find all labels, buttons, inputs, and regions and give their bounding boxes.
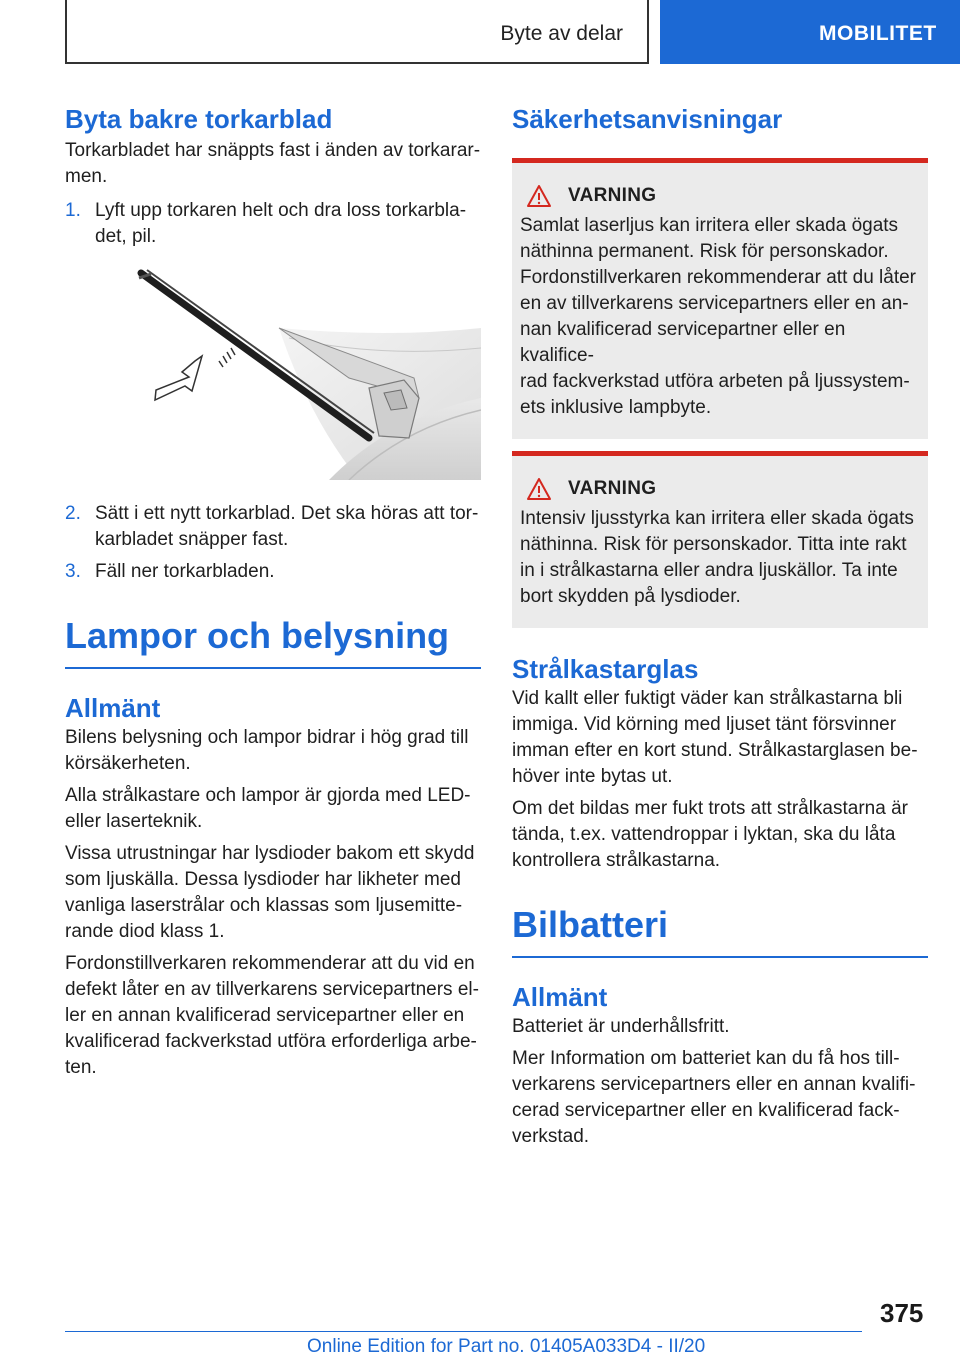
glass-heading: Strålkastarglas <box>512 654 699 684</box>
right-column <box>512 100 928 1150</box>
warning-triangle-icon <box>526 477 552 501</box>
lamps-heading: Lampor och belysning <box>65 613 481 669</box>
footer-divider <box>65 1331 862 1332</box>
text-line: ler en annan kvalificerad servicepartner eller en <box>65 1005 465 1026</box>
step-text: Sätt i ett nytt torkarblad. Det ska höras att tor- <box>95 503 479 524</box>
arrow-icon <box>155 356 202 400</box>
list-item <box>65 501 481 553</box>
text-line: in i strålkastarna eller andra ljuskällor. Ta inte <box>520 560 898 581</box>
wiper-intro-line: men. <box>65 166 108 187</box>
battery-paragraph <box>512 1014 928 1040</box>
battery-paragraph <box>512 1046 928 1150</box>
text-line: Vissa utrustningar har lysdioder bakom ett skydd <box>65 843 475 864</box>
header-section-box <box>65 0 649 64</box>
step-number: 1. <box>65 200 81 221</box>
step-text: det, pil. <box>95 226 157 247</box>
lamps-paragraph <box>65 951 481 1081</box>
text-line: verkarens servicepartners eller en annan kvalifi- <box>512 1074 916 1095</box>
warning-title: VARNING <box>568 478 657 499</box>
step-text: karbladet snäpper fast. <box>95 529 289 550</box>
wiper-steps <box>65 198 481 250</box>
text-line: Samlat laserljus kan irritera eller skada ögats <box>520 215 899 236</box>
text-line: Fordonstillverkaren rekommenderar att du låter <box>520 267 917 288</box>
warning-header <box>520 183 920 209</box>
text-line: ets inklusive lampbyte. <box>520 397 712 418</box>
text-line: immiga. Vid körning med ljuset tänt försvinner <box>512 714 897 735</box>
text-line: Fordonstillverkaren rekommenderar att du vid en <box>65 953 475 974</box>
safety-heading: Säkerhetsanvisningar <box>512 104 783 134</box>
text-line: defekt låter en av tillverkarens servicepartners el- <box>65 979 479 1000</box>
text-line: tända, t.ex. vattendroppar i lyktan, ska du låta <box>512 824 896 845</box>
lamps-paragraph <box>65 841 481 945</box>
text-line: Mer Information om batteriet kan du få hos till- <box>512 1048 900 1069</box>
text-line: rande diod klass 1. <box>65 921 225 942</box>
wiper-steps-continued <box>65 501 481 585</box>
text-line: höver inte bytas ut. <box>512 766 673 787</box>
glass-paragraph <box>512 796 928 874</box>
page-number: 375 <box>880 1298 924 1328</box>
list-item <box>65 198 481 250</box>
step-text: Fäll ner torkarbladen. <box>95 561 275 582</box>
wiper-illustration <box>129 268 481 480</box>
text-line: rad fackverkstad utföra arbeten på ljussystem- <box>520 371 910 392</box>
text-line: ten. <box>65 1057 97 1078</box>
text-line: en av tillverkarens servicepartners eller en an- <box>520 293 909 314</box>
text-line: cerad servicepartner eller en kvalificerad fack- <box>512 1100 900 1121</box>
lamps-paragraph <box>65 725 481 777</box>
text-line: som ljuskälla. Dessa lysdioder har likheter med <box>65 869 461 890</box>
text-line: Vid kallt eller fuktigt väder kan strålkastarna bli <box>512 688 903 709</box>
text-line: bort skydden på lysdioder. <box>520 586 741 607</box>
warning-triangle-icon <box>526 184 552 208</box>
text-line: eller laserteknik. <box>65 811 203 832</box>
step-number: 2. <box>65 503 81 524</box>
text-line: näthinna. Risk för personskador. Titta inte rakt <box>520 534 907 555</box>
header-chapter-title: MOBILITET <box>819 22 937 45</box>
text-line: kvalificerad fackverkstad utföra erforderliga arbe- <box>65 1031 477 1052</box>
warning-box <box>512 451 928 628</box>
step-text: Lyft upp torkaren helt och dra loss torkarbla- <box>95 200 467 221</box>
battery-general-heading: Allmänt <box>512 982 608 1012</box>
footer-edition: Online Edition for Part no. 01405A033D4 - II/20 <box>307 1336 706 1357</box>
warning-text <box>520 506 920 610</box>
header-chapter-tab <box>660 0 960 64</box>
left-column <box>65 100 481 1081</box>
text-line: imman efter en kort stund. Strålkastarglasen be- <box>512 740 918 761</box>
text-line: näthinna permanent. Risk för personskador. <box>520 241 889 262</box>
wiper-heading: Byta bakre torkarblad <box>65 104 333 134</box>
battery-heading: Bilbatteri <box>512 902 928 958</box>
text-line: verkstad. <box>512 1126 590 1147</box>
step-number: 3. <box>65 561 81 582</box>
text-line: Bilens belysning och lampor bidrar i hög grad till <box>65 727 469 748</box>
lamps-general-heading: Allmänt <box>65 693 161 723</box>
text-line: Om det bildas mer fukt trots att strålkastarna är <box>512 798 908 819</box>
text-line: Batteriet är underhållsfritt. <box>512 1016 730 1037</box>
text-line: Intensiv ljusstyrka kan irritera eller skada ögats <box>520 508 914 529</box>
list-item <box>65 559 481 585</box>
text-line: vanliga laserstrålar och klassas som ljusemitte- <box>65 895 463 916</box>
lamps-paragraph <box>65 783 481 835</box>
text-line: körsäkerheten. <box>65 753 191 774</box>
warning-title: VARNING <box>568 185 657 206</box>
wiper-intro <box>65 138 481 190</box>
text-line: Alla strålkastare och lampor är gjorda med LED- <box>65 785 471 806</box>
warning-box <box>512 158 928 439</box>
wiper-intro-line: Torkarbladet har snäppts fast i änden av torkarar- <box>65 140 481 161</box>
text-line: nan kvalificerad servicepartner eller en kvalifice- <box>520 319 846 366</box>
warning-header <box>520 476 920 502</box>
glass-paragraph <box>512 686 928 790</box>
header-section-title: Byte av delar <box>500 22 623 45</box>
text-line: kontrollera strålkastarna. <box>512 850 721 871</box>
warning-text <box>520 213 920 421</box>
